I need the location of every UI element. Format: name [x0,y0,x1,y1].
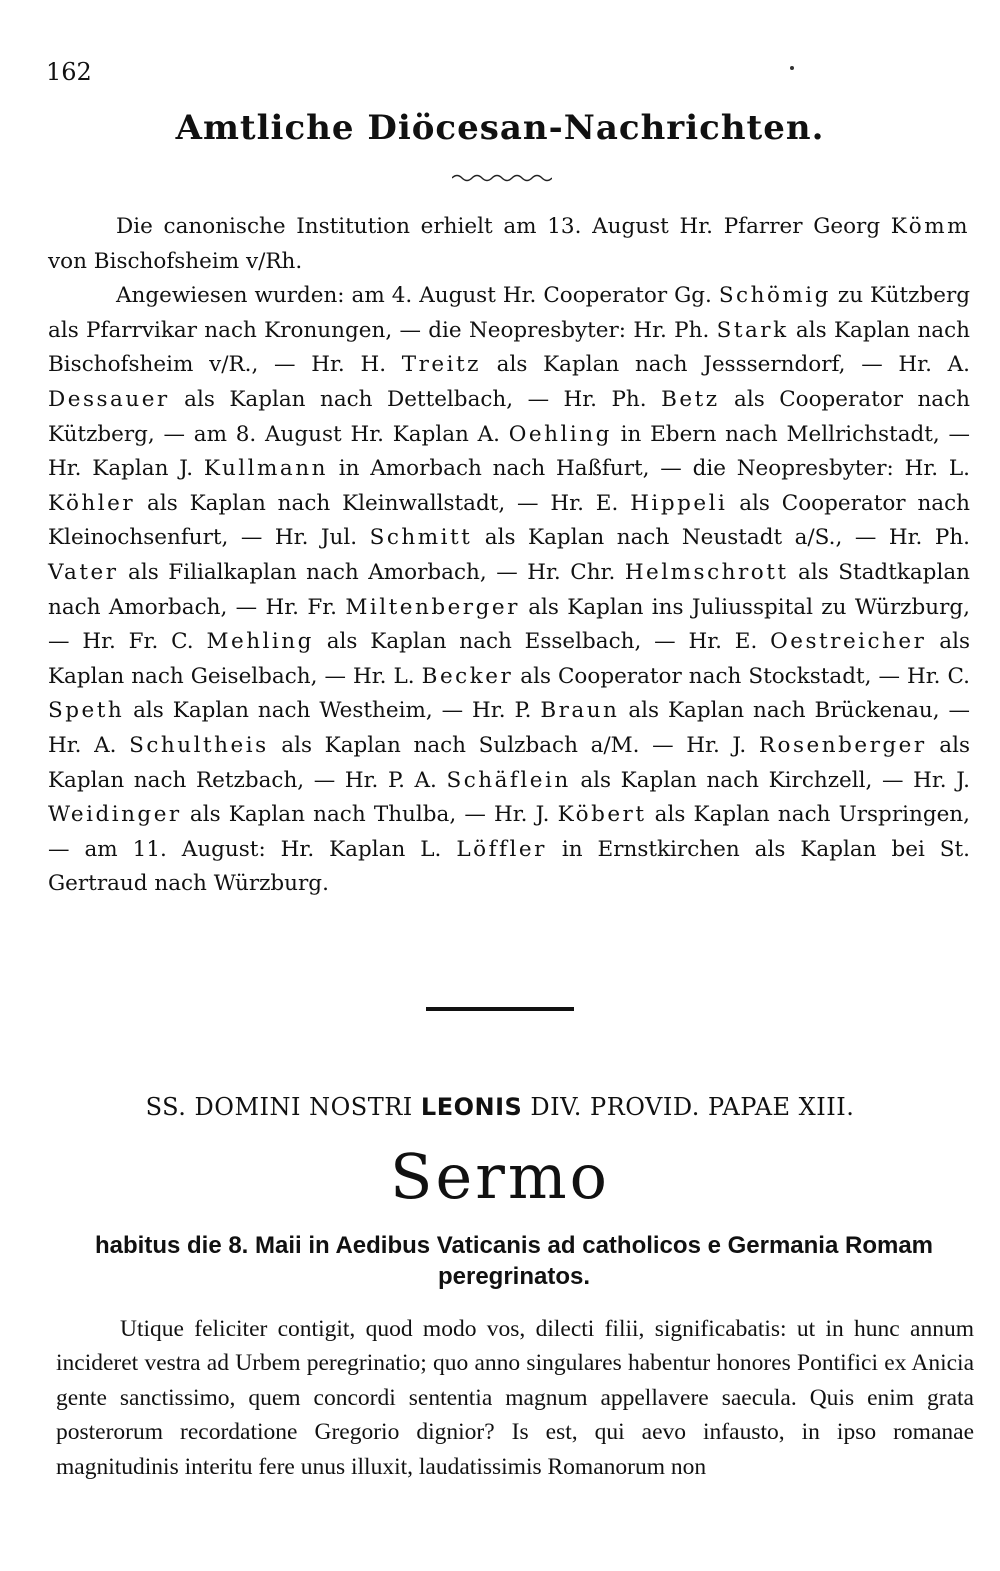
text-run: in Ernstkirchen als Kaplan bei St. Gertraud nach Würzburg. [48,836,971,897]
sermon-paragraph: Utique feliciter contigit, quod modo vos, dilecti filii, significabatis: ut in hunc annum incideret vestra ad Urbem peregrinatio; quo anno singulares habentur honores Pontifici ex Anicia gente sanctissimo, quem concordi sententia magnum appellavere saecula. Quis enim grata posterorum recordatione Gregorio dignior? Is est, qui aevo infausto, in ipso romanae magnitudinis interitu fere unus illuxit, laudatissimis Romanorum non [56,1316,974,1480]
person-name: Speth [48,698,125,724]
text-run: in Ebern nach Mellrichstadt, — Hr. Kaplan J. [48,421,971,482]
kicker-leonis: LEONIS [420,1093,523,1121]
text-run: als Cooperator nach Kleinochsenfurt, — Hr. Jul. [48,490,970,551]
text-run: als Kaplan nach Brückenau, — Hr. A. [48,698,970,758]
text-run: als Cooperator nach Stockstadt, — Hr. C. [513,663,971,689]
person-name: Betz [661,386,720,412]
person-name: Kömm [890,214,970,239]
person-name: Oehling [508,421,612,447]
page-number: 162 [46,58,92,86]
person-name: Dessauer [48,386,170,412]
stray-dot [790,66,794,70]
person-name: Löffler [456,836,547,862]
text-run: Angewiesen wurden: am 4. August Hr. Cooperator Gg. [116,283,719,309]
person-name: Schäflein [446,767,571,793]
text-run: als Filialkaplan nach Amorbach, — Hr. Chr. [118,559,625,585]
text-run: Die canonische Institution erhielt am 13. August Hr. Pfarrer Georg [116,214,891,239]
person-name: Mehling [206,629,314,655]
text-run: als Kaplan nach Geiselbach, — Hr. L. [48,629,970,689]
person-name: Schömig [718,283,831,309]
text-run: als Kaplan nach Dettelbach, — Hr. Ph. [169,386,662,412]
person-name: Köhler [48,490,136,516]
person-name: Miltenberger [345,594,520,620]
person-name: Weidinger [48,802,182,828]
text-run: als Kaplan nach Kleinwallstadt, — Hr. E. [135,490,631,516]
text-run: von Bischofsheim v/Rh. [48,248,303,274]
text-run: als Kaplan nach Bischofsheim v/R., — Hr. H. [48,317,971,378]
person-name: Treitz [401,352,481,378]
kicker-before: SS. DOMINI NOSTRI [145,1093,421,1121]
appointments-paragraph [48,279,970,902]
sermon-kicker [0,1093,1000,1121]
text-run: zu Kützberg als Pfarrvikar nach Kronungen, — die Neopresbyter: Hr. Ph. [48,283,970,343]
text-run: als Kaplan nach Urspringen, — am 11. August: Hr. Kaplan L. [48,802,970,862]
person-name: Schmitt [369,525,473,551]
text-run: als Kaplan nach Neustadt a/S., — Hr. Ph. [472,525,971,551]
sermon-body [56,1312,974,1484]
text-run: als Kaplan nach Sulzbach a/M. — Hr. J. [268,732,759,758]
text-run: als Kaplan nach Jessserndorf, — Hr. A. [480,352,970,378]
text-run: als Cooperator nach Kützberg, — am 8. August Hr. Kaplan A. [48,386,970,447]
person-name: Stark [716,317,789,343]
text-run: als Kaplan nach Westheim, — Hr. P. [124,698,541,724]
text-run: als Stadtkaplan nach Amorbach, — Hr. Fr. [48,559,970,620]
person-name: Becker [421,663,514,689]
text-run: als Kaplan ins Juliusspital zu Würzburg, — Hr. Fr. C. [48,594,970,655]
text-run: als Kaplan nach Retzbach, — Hr. P. A. [48,732,970,793]
diocesan-news [48,210,970,902]
person-name: Hippeli [630,490,728,516]
person-name: Vater [48,559,119,585]
section-divider [426,1007,574,1011]
person-name: Kullmann [203,456,328,482]
person-name: Rosenberger [758,732,927,758]
text-run: als Kaplan nach Thulba, — Hr. J. [181,802,558,828]
person-name: Oestreicher [770,629,927,655]
sermon-title: Sermo [390,1140,610,1213]
person-name: Braun [540,698,620,724]
kicker-after: DIV. PROVID. PAPAE XIII. [522,1093,855,1121]
section-heading: Amtliche Diöcesan-Nachrichten. [175,108,825,148]
text-run: als Kaplan nach Esselbach, — Hr. E. [313,629,771,655]
wavy-ornament [452,172,552,184]
text-run: in Amorbach nach Haßfurt, — die Neopresbyter: Hr. L. [327,456,970,482]
institution-paragraph [48,210,970,279]
person-name: Helmschrott [624,559,789,585]
person-name: Schultheis [129,732,269,758]
person-name: Köbert [557,802,647,828]
text-run: als Kaplan nach Kirchzell, — Hr. J. [570,767,970,793]
sermon-subtitle: habitus die 8. Maii in Aedibus Vaticanis ad catholicos e Germania Romam peregrinatos. [94,1232,934,1290]
